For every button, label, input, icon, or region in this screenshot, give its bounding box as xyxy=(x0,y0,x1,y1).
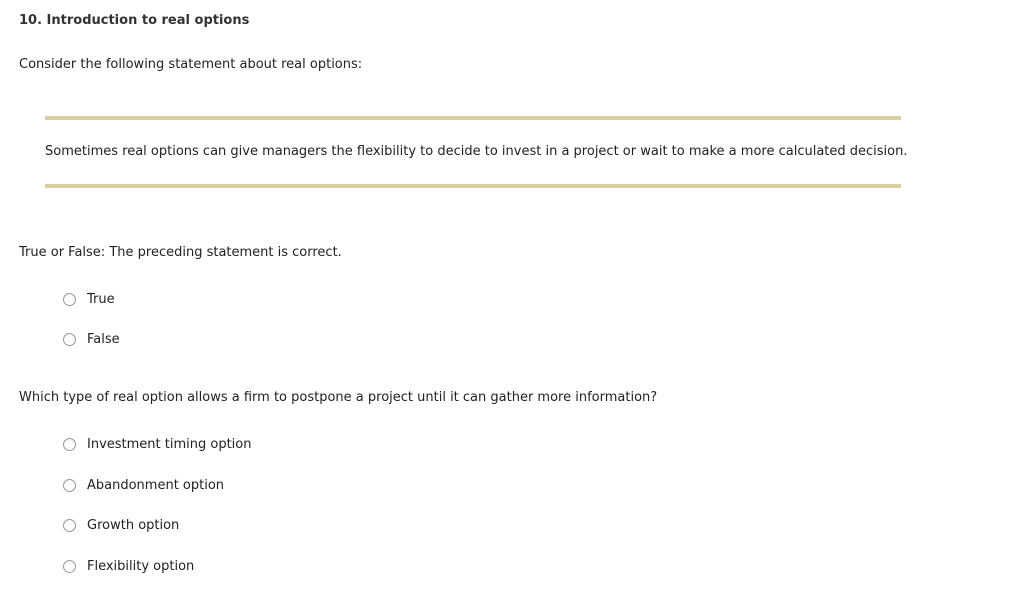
q2-option-growth[interactable] xyxy=(63,517,179,533)
radio-button[interactable] xyxy=(63,293,76,306)
q1-option-true[interactable] xyxy=(63,291,115,307)
option-label: Flexibility option xyxy=(87,558,195,574)
q2-option-flexibility[interactable] xyxy=(63,558,194,574)
option-label: False xyxy=(87,331,120,347)
radio-button[interactable] xyxy=(63,479,76,492)
q2-text: Which type of real option allows a firm to postpone a project until it can gather more information? xyxy=(19,390,658,405)
q2-option-abandonment[interactable] xyxy=(63,477,224,493)
radio-button[interactable] xyxy=(63,333,76,346)
q2-option-investment-timing[interactable] xyxy=(63,436,251,452)
statement-text: Sometimes real options can give managers the flexibility to decide to invest in a project or wait to make a more calculated decision. xyxy=(45,144,908,159)
radio-button[interactable] xyxy=(63,519,76,532)
statement-bottom-rule xyxy=(45,184,901,188)
option-label: Growth option xyxy=(87,517,180,533)
radio-button[interactable] xyxy=(63,560,76,573)
option-label: True xyxy=(87,291,115,307)
question-title: 10. Introduction to real options xyxy=(19,13,250,28)
intro-prompt: Consider the following statement about real options: xyxy=(19,57,363,72)
radio-button[interactable] xyxy=(63,438,76,451)
q1-option-false[interactable] xyxy=(63,331,120,347)
q1-text: True or False: The preceding statement is correct. xyxy=(19,245,342,260)
option-label: Abandonment option xyxy=(87,477,225,493)
option-label: Investment timing option xyxy=(87,436,252,452)
statement-top-rule xyxy=(45,116,901,120)
